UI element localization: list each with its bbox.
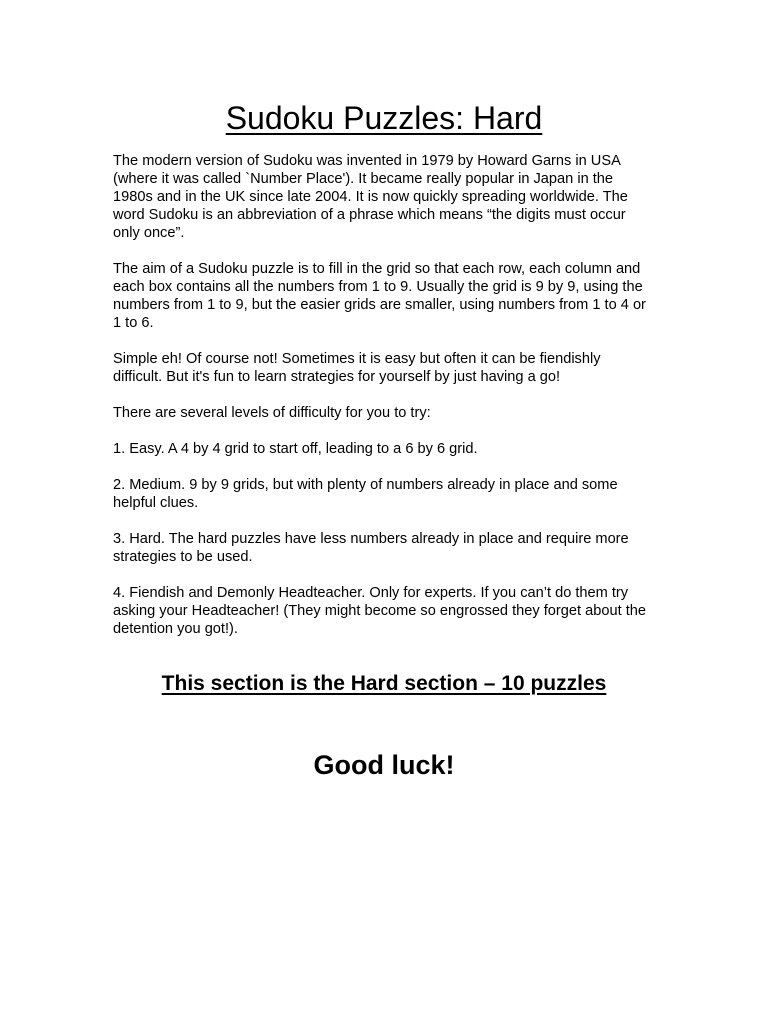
closing-text: Good luck! <box>313 750 455 780</box>
paragraph-levels-intro: There are several levels of difficulty for you to try: <box>113 405 431 421</box>
list-item-hard: 3. Hard. The hard puzzles have less numbers already in place and require more strategies to be used. <box>113 531 629 565</box>
page-title: Sudoku Puzzles: Hard <box>225 100 543 136</box>
body-text <box>113 152 653 656</box>
section-heading: This section is the Hard section – 10 puzzles <box>161 672 607 695</box>
paragraph-aim: The aim of a Sudoku puzzle is to fill in the grid so that each row, each column and each box contains all the numbers from 1 to 9. Usually the grid is 9 by 9, using the numbers from 1 to 9, but the easier grids are smaller, using numbers from 1 to 4 or 1 to 6. <box>113 261 646 331</box>
list-item-medium: 2. Medium. 9 by 9 grids, but with plenty of numbers already in place and some helpful clues. <box>113 477 618 511</box>
paragraph-difficulty-note: Simple eh! Of course not! Sometimes it is easy but often it can be fiendishly difficult. But it's fun to learn strategies for yourself by just having a go! <box>113 351 601 385</box>
paragraph-history: The modern version of Sudoku was invented in 1979 by Howard Garns in USA (where it was called `Number Place'). It became really popular in Japan in the 1980s and in the UK since late 2004. It is now quickly spreading worldwide. The word Sudoku is an abbreviation of a phrase which means “the digits must occur only once”. <box>113 153 628 241</box>
list-item-easy: 1. Easy. A 4 by 4 grid to start off, leading to a 6 by 6 grid. <box>113 441 478 457</box>
list-item-fiendish: 4. Fiendish and Demonly Headteacher. Only for experts. If you can’t do them try asking your Headteacher! (They might become so engrossed they forget about the detention you got!). <box>113 585 646 637</box>
